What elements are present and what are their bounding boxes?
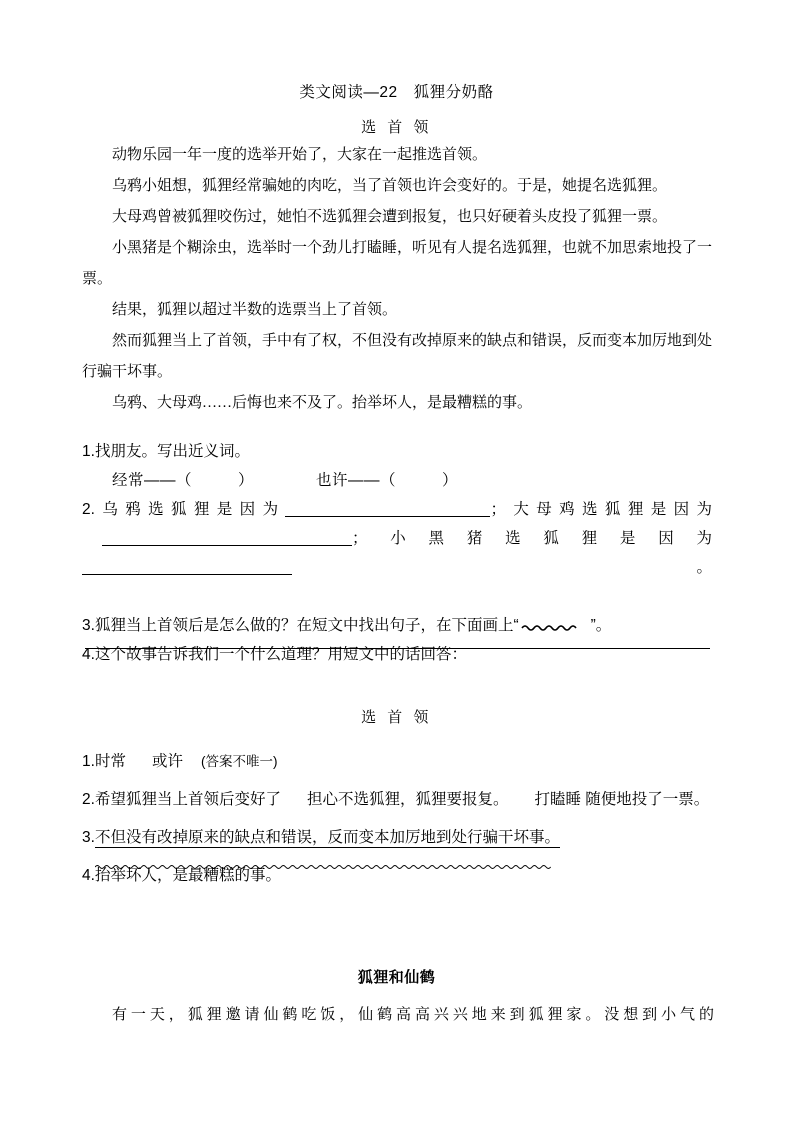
answer-2-part-1: 希望狐狸当上首领后变好了 (94, 791, 281, 808)
answer-4-number: 4. (82, 867, 95, 884)
passage-paragraph: 小黑猪是个糊涂虫，选举时一个劲儿打瞌睡，听见有人提名选狐狸，也就不加思索地投了一票。 (82, 240, 713, 287)
answer-1 (82, 743, 732, 781)
question-2 (82, 495, 712, 611)
answer-1-note: (答案不唯一) (200, 754, 278, 769)
closing-heading: 狐狸和仙鹤 (357, 969, 436, 986)
question-1-text: 找朋友。写出近义词。 (94, 443, 250, 460)
answer-4-text: 抬举坏人，是最糟糕的事。 (94, 867, 281, 884)
answer-2-number: 2. (82, 791, 95, 808)
wavy-underline-icon (521, 613, 577, 623)
passage-paragraph: 然而狐狸当上了首领，手中有了权，不但没有改掉原来的缺点和错误，反而变本加厉地到处行骗干坏事。 (82, 333, 713, 380)
answer-3-text (95, 829, 560, 848)
question-4-text: 这个故事告诉我们一个什么道理？用短文中的话回答： (94, 646, 467, 663)
answer-2-part-2: 担心不选狐狸，狐狸要报复。 (306, 791, 509, 808)
answer-3-text-value: 不但没有改掉原来的缺点和错误，反而变本加厉地到处行骗干坏事。 (94, 829, 560, 846)
question-3 (82, 611, 712, 640)
synonym-prompt-2: 也许——（ (316, 472, 397, 489)
synonym-close-2: ） (442, 472, 459, 489)
question-2-segment-3: ；小黑猪选狐狸是因为 (352, 530, 712, 547)
answer-3-number: 3. (82, 829, 95, 846)
passage-paragraph: 大母鸡曾被狐狸咬伤过，她怕不选狐狸会遭到报复，也只好硬着头皮投了狐狸一票。 (112, 209, 668, 225)
question-1 (82, 437, 712, 466)
answer-3-wavy-underline-icon (95, 847, 560, 854)
answer-2-part-3: 打瞌睡 随便地投了一票。 (534, 791, 710, 808)
closing-paragraph: 有一天，狐狸邀请仙鹤吃饭，仙鹤高高兴兴地来到狐狸家。没想到小气的 (112, 1007, 714, 1023)
passage-body (82, 140, 712, 419)
answer-key-heading: 选 首 领 (361, 709, 432, 726)
answer-key-list (82, 743, 732, 895)
question-2-blank-2[interactable] (102, 528, 352, 546)
question-2-segment-1: 乌鸦选狐狸是因为 (94, 501, 286, 518)
answer-3 (82, 819, 732, 857)
answer-1-number: 1. (82, 753, 95, 770)
question-3-number: 3. (82, 617, 95, 634)
page-title: 类文阅读—22 狐狸分奶酪 (299, 84, 494, 101)
question-1-synonym-row (82, 466, 712, 495)
question-3-text-before: 狐狸当上首领后是怎么做的？在短文中找出句子，在下面画上“ (94, 617, 519, 634)
question-4 (82, 640, 712, 669)
answer-2 (82, 781, 732, 819)
closing-passage-body (82, 1000, 714, 1062)
question-list (82, 437, 712, 669)
passage-heading: 选 首 领 (361, 119, 432, 136)
synonym-close-1: ） (238, 472, 255, 489)
answer-1-word-1: 时常 (94, 753, 126, 770)
question-4-number: 4. (82, 646, 95, 663)
passage-paragraph: 动物乐园一年一度的选举开始了，大家在一起推选首领。 (112, 147, 488, 163)
question-2-number: 2. (82, 501, 95, 518)
passage-paragraph: 乌鸦、大母鸡……后悔也来不及了。抬举坏人，是最糟糕的事。 (112, 395, 533, 411)
question-2-segment-2: ；大母鸡选狐狸是因为 (490, 501, 712, 518)
question-2-blank-3[interactable] (82, 557, 292, 575)
answer-1-word-2: 或许 (151, 753, 183, 770)
question-2-segment-4: 。 (292, 559, 712, 576)
passage-paragraph: 结果，狐狸以超过半数的选票当上了首领。 (112, 302, 398, 318)
synonym-prompt-1: 经常——（ (112, 472, 193, 489)
question-3-text-after: ”。 (590, 617, 612, 634)
question-4-answer-line[interactable] (85, 648, 710, 649)
passage-paragraph: 乌鸦小姐想，狐狸经常骗她的肉吃，当了首领也许会变好的。于是，她提名选狐狸。 (112, 178, 668, 194)
question-1-number: 1. (82, 443, 95, 460)
question-2-blank-1[interactable] (285, 499, 490, 517)
